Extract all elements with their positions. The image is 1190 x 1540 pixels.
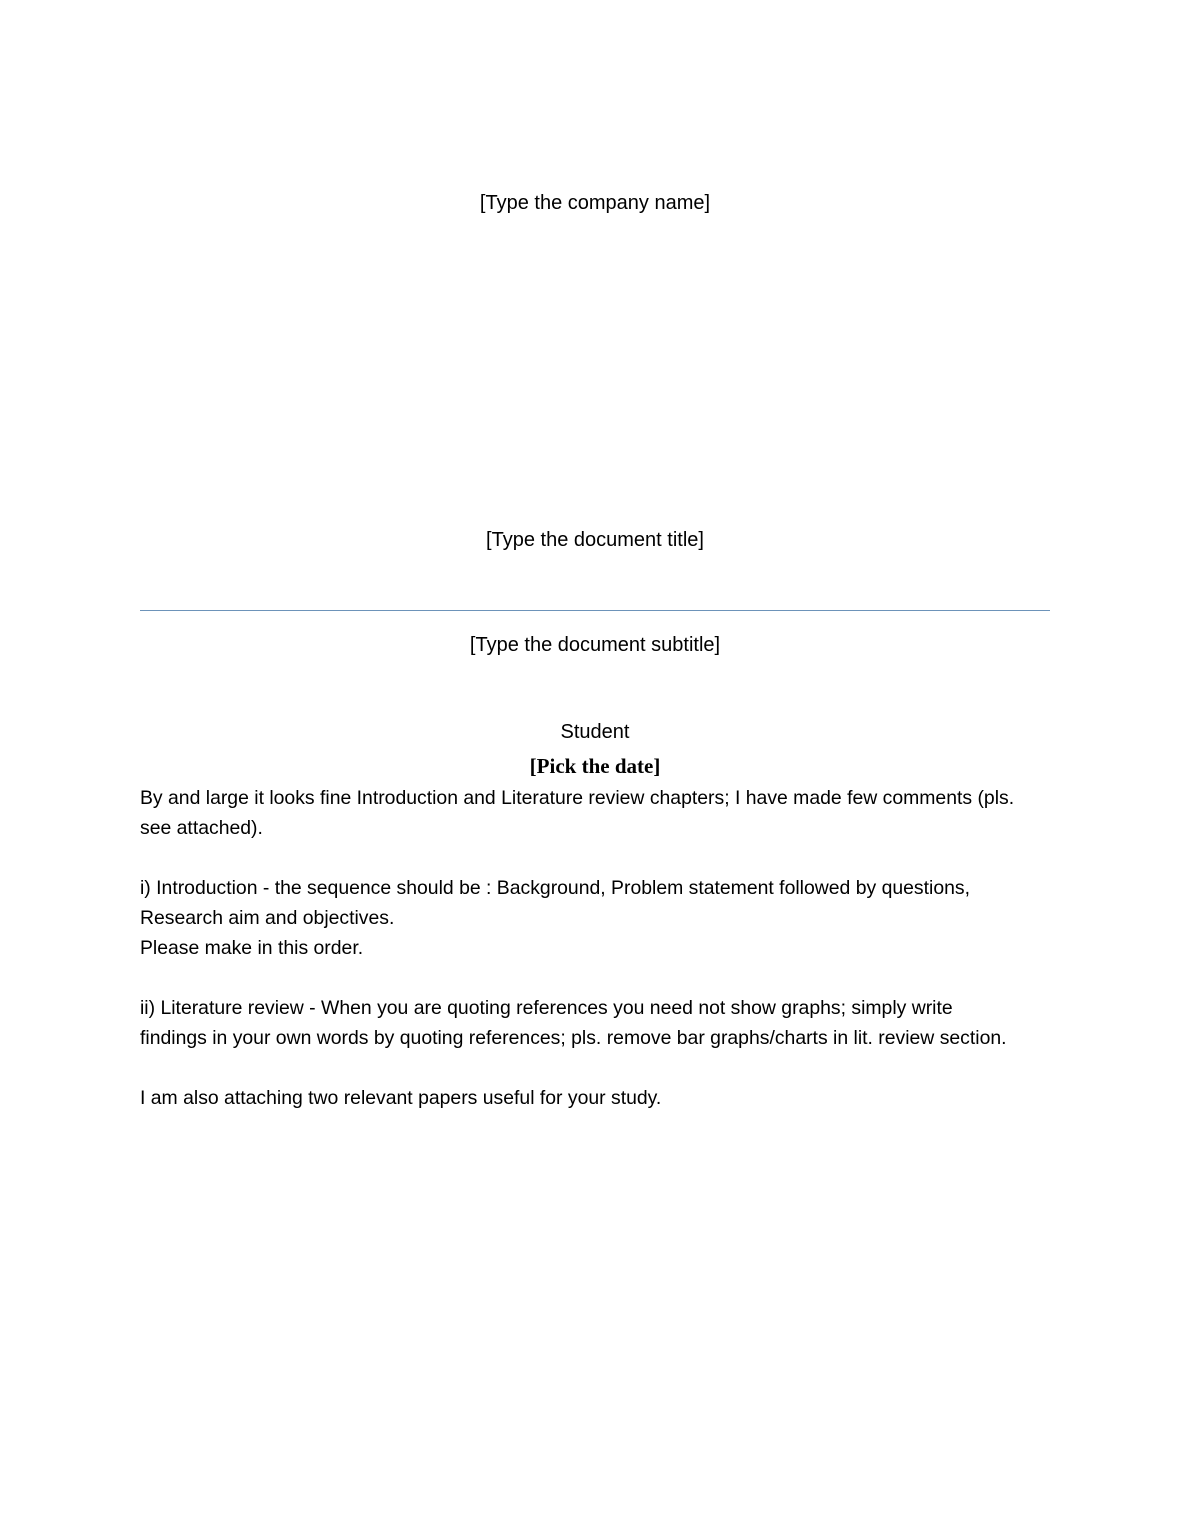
title-divider	[140, 610, 1050, 611]
blank-line	[140, 1053, 1050, 1083]
date-field[interactable]: [Pick the date]	[529, 754, 661, 778]
blank-line	[140, 843, 1050, 873]
blank-line	[140, 963, 1050, 993]
body-line: Research aim and objectives.	[140, 907, 395, 929]
author-name: Student	[560, 721, 630, 743]
body-line: I am also attaching two relevant papers useful for your study.	[140, 1087, 662, 1109]
body-line: ii) Literature review - When you are quoting references you need not show graphs; simply write	[140, 997, 953, 1019]
company-name[interactable]: [Type the company name]	[479, 192, 711, 214]
body-line: Please make in this order.	[140, 937, 364, 959]
body-text	[140, 783, 1050, 1113]
document-subtitle[interactable]: [Type the document subtitle]	[469, 634, 721, 656]
body-line: findings in your own words by quoting references; pls. remove bar graphs/charts in lit. review section.	[140, 1027, 1007, 1049]
body-line: i) Introduction - the sequence should be : Background, Problem statement followed by questions,	[140, 877, 970, 899]
body-line: By and large it looks fine Introduction and Literature review chapters; I have made few comments (pls.	[140, 787, 1015, 809]
document-title[interactable]: [Type the document title]	[486, 529, 704, 551]
body-line: see attached).	[140, 817, 263, 839]
